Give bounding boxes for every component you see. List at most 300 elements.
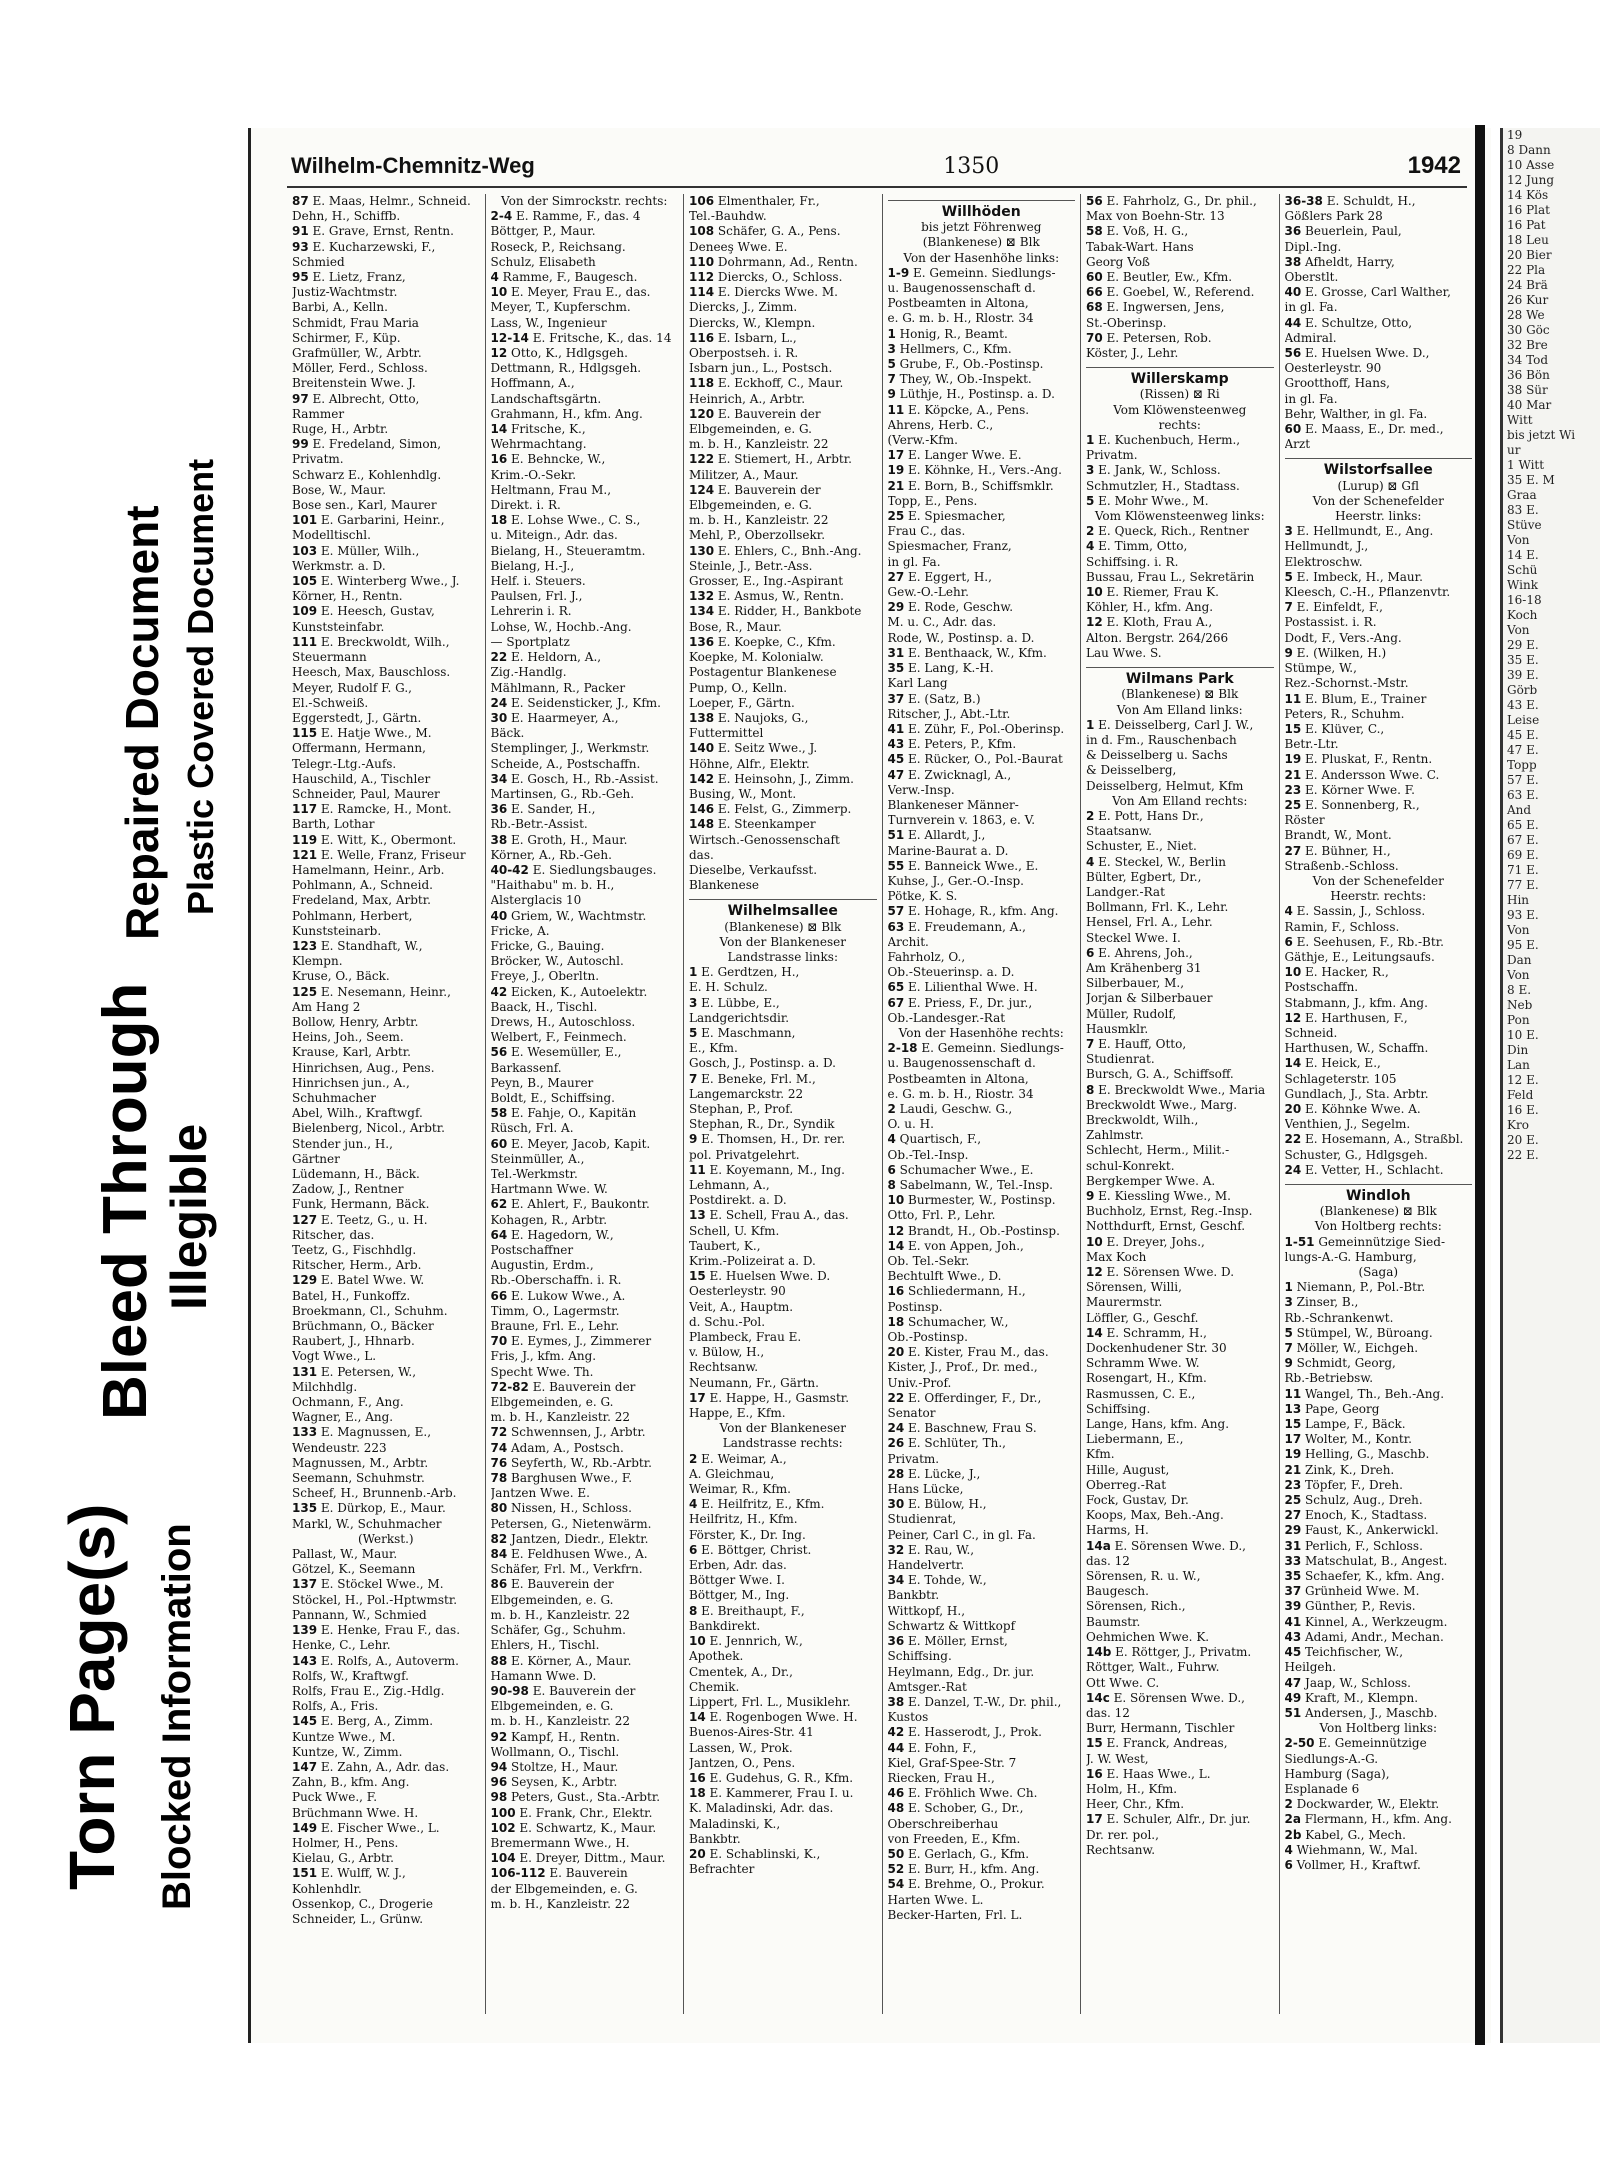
directory-entry: Magnussen, M., Arbtr. (292, 1455, 429, 1470)
directory-entry: Werkmstr. a. D. (292, 558, 386, 573)
directory-entry: 48 E. Schober, G., Dr., (887, 1801, 1024, 1816)
house-number: 22 (490, 650, 508, 665)
directory-entry: 65 E. Lilienthal Wwe. H. (887, 980, 1038, 995)
directory-entry: 118 E. Eckhoff, C., Maur. (689, 376, 844, 391)
house-number: 140 (689, 741, 715, 756)
directory-entry: Schäfer, Gg., Schuhm. (490, 1623, 626, 1638)
directory-entry: 4 E. Steckel, W., Berlin (1086, 854, 1227, 869)
directory-entry: 14 Fritsche, K., (490, 422, 586, 437)
directory-entry: 10 E. Dreyer, Johs., (1086, 1234, 1205, 1249)
directory-entry: 112 Diercks, O., Schloss. (689, 270, 843, 285)
directory-entry: Bankbtr. (689, 1831, 741, 1846)
house-number: 3 (1086, 463, 1095, 478)
house-number: 31 (1284, 1538, 1302, 1553)
directory-entry: 80 Nissen, H., Schloss. (490, 1501, 632, 1516)
directory-entry: 18 E. Kammerer, Frau I. u. (689, 1786, 854, 1801)
directory-entry: Landger.-Rat (1086, 884, 1165, 899)
directory-entry: 7 E. Beneke, Frl. M., (689, 1071, 816, 1086)
directory-entry: 10 Burmester, W., Postinsp. (887, 1193, 1056, 1208)
directory-entry: Helf. i. Steuers. (490, 574, 586, 589)
directory-columns (287, 194, 1477, 2014)
directory-entry: Harten Wwe. L. (887, 1892, 984, 1907)
directory-entry: Bollmann, Frl. K., Lehr. (1086, 900, 1229, 915)
house-number: 14 (887, 1238, 905, 1253)
directory-entry: Schiffsing. (887, 1649, 952, 1664)
house-number: 11 (887, 402, 905, 417)
directory-entry: "Haithabu" m. b. H., (490, 878, 615, 893)
directory-entry: 76 Seyferth, W., Rb.-Arbtr. (490, 1455, 652, 1470)
directory-entry: 28 E. Lücke, J., (887, 1466, 981, 1481)
street-heading: Wilmans Park (1086, 667, 1274, 687)
directory-entry: Ahrens, Herb. C., (887, 417, 994, 432)
house-number: 14a (1086, 1538, 1111, 1553)
directory-entry: 133 E. Magnussen, E., (292, 1425, 432, 1440)
directory-entry: 134 E. Ridder, H., Bankbote (689, 604, 862, 619)
directory-entry: Krim.-O.-Sekr. (490, 467, 577, 482)
directory-entry: Möller, Ferd., Schloss. (292, 361, 428, 376)
directory-entry: Von der Schenefelder (1312, 873, 1444, 888)
house-number: 44 (1284, 315, 1302, 330)
directory-entry: 62 E. Ahlert, F., Baukontr. (490, 1197, 650, 1212)
directory-entry: 101 E. Garbarini, Heinr., (292, 513, 445, 528)
directory-entry: 19 E. Pluskat, F., Rentn. (1284, 752, 1433, 767)
directory-entry: Privatm. (887, 1451, 940, 1466)
directory-entry: Am Krähenberg 31 (1086, 960, 1202, 975)
adjacent-page-fragment: 20 Bier (1507, 248, 1552, 262)
house-number: 15 (1086, 1736, 1103, 1751)
house-number: 7 (887, 372, 896, 387)
directory-entry: Schneider, Paul, Maurer (292, 786, 440, 801)
house-number: 36 (1284, 224, 1302, 239)
directory-entry: Wendeustr. 223 (292, 1440, 387, 1455)
directory-entry: Heinrich, A., Arbtr. (689, 391, 806, 406)
directory-entry: Hinrichsen jun., A., (292, 1075, 410, 1090)
adjacent-page-fragment: Koch (1507, 608, 1538, 622)
house-number: 15 (689, 1269, 706, 1284)
directory-entry: Plambeck, Frau E. (689, 1330, 802, 1345)
directory-entry: Zig.-Handlg. (490, 665, 567, 680)
directory-entry: Lass, W., Ingenieur (490, 315, 607, 330)
directory-entry: m. b. H., Kanzleistr. 22 (490, 1714, 630, 1729)
directory-entry: Am Hang 2 (292, 999, 361, 1014)
directory-entry: Teetz, G., Fischhdlg. (292, 1243, 417, 1258)
house-number: 28 (887, 1466, 905, 1481)
directory-entry: Köster, J., Lehr. (1086, 346, 1179, 361)
house-number: 60 (1086, 270, 1103, 285)
directory-entry: 106-112 E. Bauverein (490, 1866, 628, 1881)
directory-entry: Lange, Hans, kfm. Ang. (1086, 1417, 1230, 1432)
adjacent-page-fragment: 47 E. (1507, 743, 1539, 757)
adjacent-page-fragment: 1 Witt (1507, 458, 1545, 472)
directory-entry: Lippert, Frl. L., Musiklehr. (689, 1694, 851, 1709)
house-number: 35 (887, 661, 905, 676)
directory-entry: Hille, August, (1086, 1462, 1170, 1477)
directory-entry: 14 E. von Appen, Joh., (887, 1238, 1024, 1253)
directory-entry: 45 Teichfischer, W., (1284, 1645, 1404, 1660)
directory-entry: 9 Schmidt, Georg, (1284, 1356, 1396, 1371)
adjacent-page-fragment: Witt (1507, 413, 1533, 427)
house-number: 67 (887, 995, 905, 1010)
adjacent-page-fragment: 24 Brä (1507, 278, 1548, 292)
directory-entry: Meyer, Rudolf F. G., (292, 680, 412, 695)
directory-entry: 93 E. Kucharzewski, F., (292, 239, 436, 254)
directory-entry: Privatm. (292, 452, 344, 467)
directory-entry: Scheide, A., Postschaffn. (490, 756, 641, 771)
directory-entry: 6 Vollmer, H., Kraftwf. (1284, 1857, 1421, 1872)
directory-entry: 31 E. Benthaack, W., Kfm. (887, 645, 1047, 660)
directory-entry: 4 Wiehmann, W., Mal. (1284, 1842, 1418, 1857)
directory-entry: Landstrasse links: (727, 949, 838, 964)
directory-entry: Ossenkop, C., Drogerie (292, 1896, 434, 1911)
plastic-covered-label: Plastic Covered Document (180, 458, 221, 915)
directory-entry: Stabmann, J., kfm. Ang. (1284, 995, 1428, 1010)
directory-entry: Stümpe, W., (1284, 661, 1357, 676)
directory-entry: Max von Boehn-Str. 13 (1086, 209, 1225, 224)
house-number: 5 (689, 1025, 698, 1040)
directory-entry: Isbarn jun., L., Postsch. (689, 361, 833, 376)
directory-entry: 149 E. Fischer Wwe., L. (292, 1820, 440, 1835)
house-number: 15 (1284, 1417, 1302, 1432)
house-number: 70 (490, 1334, 508, 1349)
directory-entry: Rode, W., Postinsp. a. D. (887, 630, 1035, 645)
directory-entry: Riecken, Frau H., (887, 1770, 995, 1785)
directory-entry: 14b E. Röttger, J., Privatm. (1086, 1645, 1252, 1660)
adjacent-page-fragment: 65 E. (1507, 818, 1539, 832)
directory-entry: Rüsch, Frl. A. (490, 1121, 574, 1136)
house-number: 18 (490, 513, 508, 528)
directory-entry: Fricke, A. (490, 923, 550, 938)
adjacent-page-fragment: Feld (1507, 1088, 1534, 1102)
adjacent-page-fragment: 69 E. (1507, 848, 1539, 862)
house-number: 13 (689, 1208, 706, 1223)
directory-entry: Funk, Hermann, Bäck. (292, 1197, 430, 1212)
directory-entry: Harthusen, W., Schaffn. (1284, 1041, 1429, 1056)
street-heading: Willhöden (888, 200, 1076, 220)
house-number: 145 (292, 1714, 318, 1729)
house-number: 17 (1086, 1812, 1103, 1827)
directory-entry: Rechtsanw. (689, 1360, 759, 1375)
directory-entry: Kruse, O., Bäck. (292, 969, 390, 984)
directory-entry: 37 E. (Satz, B.) (887, 691, 981, 706)
directory-entry: Ehlers, H., Tischl. (490, 1638, 600, 1653)
page-header (291, 152, 1461, 184)
directory-entry: Milchhdlg. (292, 1379, 358, 1394)
directory-entry: 29 E. Rode, Geschw. (887, 600, 1014, 615)
directory-entry: 15 E. Klüver, C., (1284, 721, 1385, 736)
directory-entry: 4 E. Heilfritz, E., Kfm. (689, 1497, 825, 1512)
directory-entry: Dipl.-Ing. (1284, 239, 1342, 254)
directory-entry: Kister, J., Prof., Dr. med., (887, 1360, 1038, 1375)
house-number: 117 (292, 802, 318, 817)
directory-entry: Studienrat, (887, 1512, 957, 1527)
house-number: 6 (1086, 945, 1095, 960)
house-number: 49 (1284, 1690, 1302, 1705)
next-page-strip (1500, 128, 1600, 2043)
street-heading: Wilstorfsallee (1285, 458, 1473, 478)
directory-entry: 14 E. Heick, E., (1284, 1056, 1381, 1071)
house-number: 19 (1284, 752, 1302, 767)
directory-entry: 19 Helling, G., Maschb. (1284, 1447, 1430, 1462)
directory-entry: Rasmussen, C. E., (1086, 1386, 1196, 1401)
directory-entry: 44 E. Schultze, Otto, (1284, 315, 1413, 330)
directory-entry: 20 E. Köhnke Wwe. A. (1284, 1101, 1421, 1116)
house-number: 24 (1284, 1162, 1302, 1177)
house-number: 4 (1086, 854, 1095, 869)
directory-entry: Schulz, Elisabeth (490, 254, 596, 269)
directory-entry: Markl, W., Schuhmacher (292, 1516, 442, 1531)
adjacent-page-fragment: 19 (1507, 128, 1523, 142)
directory-entry: 122 E. Stiemert, H., Arbtr. (689, 452, 852, 467)
directory-entry: Justiz-Wachtmstr. (292, 285, 398, 300)
directory-entry: Schneider, L., Grünw. (292, 1911, 424, 1926)
house-number: 3 (1284, 1295, 1293, 1310)
directory-entry: Turnverein v. 1863, e. V. (887, 813, 1036, 828)
directory-entry: 11 Wangel, Th., Beh.-Ang. (1284, 1386, 1445, 1401)
house-number: 56 (1284, 346, 1302, 361)
house-number: 14 (1284, 1056, 1302, 1071)
house-number: 4 (1284, 1842, 1293, 1857)
directory-entry: v. Bülow, H., (689, 1345, 765, 1360)
directory-entry: 26 E. Schlüter, Th., (887, 1436, 1006, 1451)
adjacent-page-fragment: Schü (1507, 563, 1538, 577)
directory-entry: Steinle, J., Betr.-Ass. (689, 558, 813, 573)
house-number: 129 (292, 1273, 318, 1288)
directory-entry: 9 E. Thomsen, H., Dr. rer. (689, 1132, 846, 1147)
directory-entry: 40-42 E. Siedlungsbauges. (490, 862, 657, 877)
house-number: 25 (887, 509, 905, 524)
adjacent-page-fragment: 16 Plat (1507, 203, 1550, 217)
directory-entry: 148 E. Steenkamper (689, 817, 816, 832)
directory-entry: Bollow, Henry, Arbtr. (292, 1014, 419, 1029)
adjacent-page-fragment: 29 E. (1507, 638, 1539, 652)
directory-entry: Postbeamten in Altona, (887, 1071, 1029, 1086)
directory-entry: 127 E. Teetz, G., u. H. (292, 1212, 428, 1227)
directory-entry: Hauschild, A., Tischler (292, 771, 431, 786)
house-number: 119 (292, 832, 318, 847)
adjacent-page-fragment: 35 E. (1507, 653, 1539, 667)
directory-entry: Schwartz & Wittkopf (887, 1618, 1016, 1633)
directory-entry: Esplanade 6 (1284, 1781, 1360, 1796)
directory-entry: Schuster, E., Niet. (1086, 839, 1197, 854)
directory-entry: 42 Eicken, K., Autoelektr. (490, 984, 648, 999)
directory-entry: E. H. Schulz. (689, 980, 768, 995)
directory-entry: Grafmüller, W., Arbtr. (292, 346, 422, 361)
directory-entry: Röttger, Walt., Fuhrw. (1086, 1660, 1220, 1675)
directory-entry: Schell, U. Kfm. (689, 1223, 780, 1238)
house-number: 2 (1086, 808, 1095, 823)
house-number: 57 (887, 904, 905, 919)
house-number: 74 (490, 1440, 508, 1455)
directory-entry: Blankenese (689, 878, 760, 893)
directory-entry: 5 Stümpel, W., Büroang. (1284, 1325, 1433, 1340)
directory-entry: Landstrasse rechts: (722, 1436, 843, 1451)
house-number: 100 (490, 1805, 516, 1820)
directory-entry: Oberreg.-Rat (1086, 1477, 1167, 1492)
house-number: 1-9 (887, 265, 910, 280)
directory-page (248, 128, 1491, 2043)
house-number: 2-50 (1284, 1736, 1315, 1751)
directory-entry: (Blankenese) ⊠ Blk (724, 919, 842, 934)
directory-entry: Drews, H., Autoschloss. (490, 1014, 636, 1029)
directory-entry: 10 E. Hacker, R., (1284, 965, 1389, 980)
house-number: 115 (292, 726, 318, 741)
house-number: 12-14 (490, 330, 529, 345)
directory-entry: Tel.-Werkmstr. (490, 1167, 578, 1181)
directory-entry: 21 Zink, K., Dreh. (1284, 1462, 1395, 1477)
directory-entry: Krim.-Polizeirat a. D. (689, 1254, 816, 1269)
directory-entry: 1-51 Gemeinnützige Sied- (1284, 1234, 1446, 1249)
house-number: 65 (887, 980, 905, 995)
directory-entry: 124 E. Bauverein der (689, 482, 821, 497)
directory-entry: Boldt, E., Schiffsing. (490, 1090, 615, 1105)
bleed-through-label: Bleed Through (91, 982, 160, 1420)
house-number: 29 (1284, 1523, 1302, 1538)
house-number: 109 (292, 604, 318, 619)
directory-entry: 1 E. Deisselberg, Carl J. W., (1086, 717, 1254, 732)
directory-entry: Straßenb.-Schloss. (1284, 858, 1399, 873)
house-number: 64 (490, 1227, 508, 1242)
directory-entry: Heylmann, Edg., Dr. jur. (887, 1664, 1035, 1679)
directory-entry: u. Miteign., Adr. das. (490, 528, 618, 543)
directory-entry: Stöckel, H., Pol.-Hptwmstr. (292, 1592, 458, 1607)
adjacent-page-fragment: Pon (1507, 1013, 1530, 1027)
directory-entry: Lohse, W., Hochb.-Ang. (490, 619, 632, 634)
house-number: 132 (689, 589, 715, 604)
house-number: 4 (1086, 539, 1095, 554)
directory-entry: Taubert, K., (689, 1238, 761, 1253)
directory-entry: 14 E. Rogenbogen Wwe. H. (689, 1710, 858, 1725)
directory-entry: 11 E. Köpcke, A., Pens. (887, 402, 1030, 417)
directory-entry: 146 E. Felst, G., Zimmerp. (689, 802, 852, 817)
directory-entry: Von Am Elland links: (1116, 702, 1243, 717)
directory-entry: Behr, Walther, in gl. Fa. (1284, 406, 1428, 421)
directory-entry: Timm, O., Lagermstr. (490, 1303, 620, 1318)
directory-entry: 43 E. Peters, P., Kfm. (887, 737, 1017, 752)
directory-entry: 44 E. Fohn, F., (887, 1740, 977, 1755)
adjacent-page-fragment: 16 Pat (1507, 218, 1546, 232)
directory-entry: Heins, Joh., Seem. (292, 1030, 404, 1045)
house-number: 44 (887, 1740, 905, 1755)
directory-column-4 (883, 194, 1082, 2014)
directory-entry: 12 Otto, K., Hdlgsgeh. (490, 346, 628, 361)
adjacent-page-fragment: 36 Bön (1507, 368, 1550, 382)
house-number: 80 (490, 1501, 508, 1516)
adjacent-page-fragment: 83 E. (1507, 503, 1539, 517)
adjacent-page-fragment: Graa (1507, 488, 1537, 502)
directory-entry: Peyn, B., Maurer (490, 1075, 594, 1090)
adjacent-page-fragment: ur (1507, 443, 1521, 457)
house-number: 68 (1086, 300, 1103, 315)
house-number: 3 (887, 341, 896, 356)
directory-entry: 5 Grube, F., Ob.-Postinsp. (887, 357, 1044, 372)
directory-entry: Karl Lang (887, 676, 948, 691)
house-number: 46 (887, 1786, 905, 1801)
directory-entry: Baugesch. (1086, 1584, 1149, 1599)
directory-entry: in d. Fm., Rauschenbach (1086, 732, 1237, 747)
directory-entry: Pötke, K. S. (887, 889, 958, 904)
directory-entry: 18 Schumacher, W., (887, 1314, 1009, 1329)
directory-entry: 17 Wolter, M., Kontr. (1284, 1432, 1412, 1447)
directory-entry: 130 E. Ehlers, C., Bnh.-Ang. (689, 543, 862, 558)
directory-entry: Postbeamten in Altona, (887, 296, 1029, 311)
directory-entry: Meyer, T., Kupferschm. (490, 300, 631, 315)
directory-entry: El.-Schweiß. (292, 695, 369, 710)
house-number: 24 (887, 1421, 905, 1436)
directory-entry: 6 E. Ahrens, Joh., (1086, 945, 1193, 960)
directory-entry: 11 E. Koyemann, M., Ing. (689, 1162, 845, 1177)
adjacent-page-fragment: 14 E. (1507, 548, 1539, 562)
directory-entry: Bursch, G. A., Schiffsoff. (1086, 1067, 1234, 1082)
directory-entry: Zahn, B., kfm. Ang. (292, 1775, 410, 1790)
house-number: 13 (1284, 1401, 1302, 1416)
directory-entry: 88 E. Körner, A., Maur. (490, 1653, 632, 1668)
adjacent-page-fragment: 16-18 (1507, 593, 1542, 607)
directory-entry: pol. Privatgelehrt. (689, 1147, 800, 1162)
house-number: 21 (1284, 767, 1302, 782)
adjacent-page-fragment: Neb (1507, 998, 1533, 1012)
directory-entry: 4 E. Sassin, J., Schloss. (1284, 904, 1426, 919)
house-number: 101 (292, 513, 318, 528)
directory-entry: Kleesch, C.-H., Pflanzenvtr. (1284, 585, 1451, 600)
house-number: 5 (1284, 1325, 1293, 1340)
directory-entry: Elbgemeinden, e. G. (689, 422, 812, 437)
directory-entry: Archit. (887, 934, 929, 949)
directory-entry: Bielenberg, Nicol., Arbtr. (292, 1121, 445, 1136)
house-number: 106-112 (490, 1866, 546, 1881)
adjacent-page-fragment: 43 E. (1507, 698, 1539, 712)
directory-entry: 2 E. Weimar, A., (689, 1451, 787, 1466)
directory-entry: Ott Wwe. C. (1086, 1675, 1160, 1690)
directory-entry: Postschaffn. (1284, 980, 1359, 995)
directory-entry: 34 E. Gosch, H., Rb.-Assist. (490, 771, 659, 786)
directory-entry: Stemplinger, J., Werkmstr. (490, 741, 650, 756)
directory-entry: 97 E. Albrecht, Otto, (292, 391, 420, 406)
house-number: 14 (689, 1710, 706, 1725)
house-number: 23 (1284, 1477, 1302, 1492)
house-number: 45 (887, 752, 905, 767)
directory-entry: & Deisselberg u. Sachs (1086, 748, 1228, 763)
directory-entry: Blankeneser Männer- (887, 797, 1019, 812)
directory-entry: 91 E. Grave, Ernst, Rentn. (292, 224, 454, 239)
directory-entry: 135 E. Dürkop, E., Maur. (292, 1501, 446, 1516)
directory-entry: Braune, Frl. E., Lehr. (490, 1319, 620, 1334)
directory-entry: Bankbtr. (887, 1588, 940, 1603)
house-number: 1-51 (1284, 1234, 1315, 1249)
directory-entry: 90-98 E. Bauverein der (490, 1683, 636, 1698)
directory-entry: Chemik. (689, 1679, 740, 1694)
directory-entry: Schiffsing. i. R. (1086, 554, 1179, 569)
directory-entry: 56 E. Fahrholz, G., Dr. phil., (1086, 194, 1257, 208)
house-number: 58 (1086, 224, 1103, 239)
house-number: 1 (1086, 717, 1095, 732)
directory-entry: 54 E. Brehme, O., Prokur. (887, 1877, 1045, 1892)
directory-entry: (Blankenese) ⊠ Blk (922, 235, 1040, 250)
adjacent-page-fragment: bis jetzt Wi (1507, 428, 1576, 442)
house-number: 6 (1284, 1857, 1293, 1872)
directory-entry: 139 E. Henke, Frau F., das. (292, 1623, 461, 1638)
directory-entry: 58 E. Fahje, O., Kapitän (490, 1106, 637, 1121)
house-number: 60 (490, 1136, 508, 1151)
directory-entry: Vom Klöwensteenweg links: (1094, 509, 1265, 524)
directory-entry: Studienrat. (1086, 1052, 1155, 1067)
directory-entry: Kuhse, J., Ger.-O.-Insp. (887, 873, 1024, 888)
adjacent-page-fragment: 67 E. (1507, 833, 1539, 847)
directory-entry: Baumstr. (1086, 1614, 1141, 1629)
directory-entry: Rb.-Oberschaffn. i. R. (490, 1273, 622, 1288)
directory-entry: Breitenstein Wwe. J. (292, 376, 416, 391)
directory-column-3 (684, 194, 883, 2014)
house-number: 112 (689, 270, 715, 285)
